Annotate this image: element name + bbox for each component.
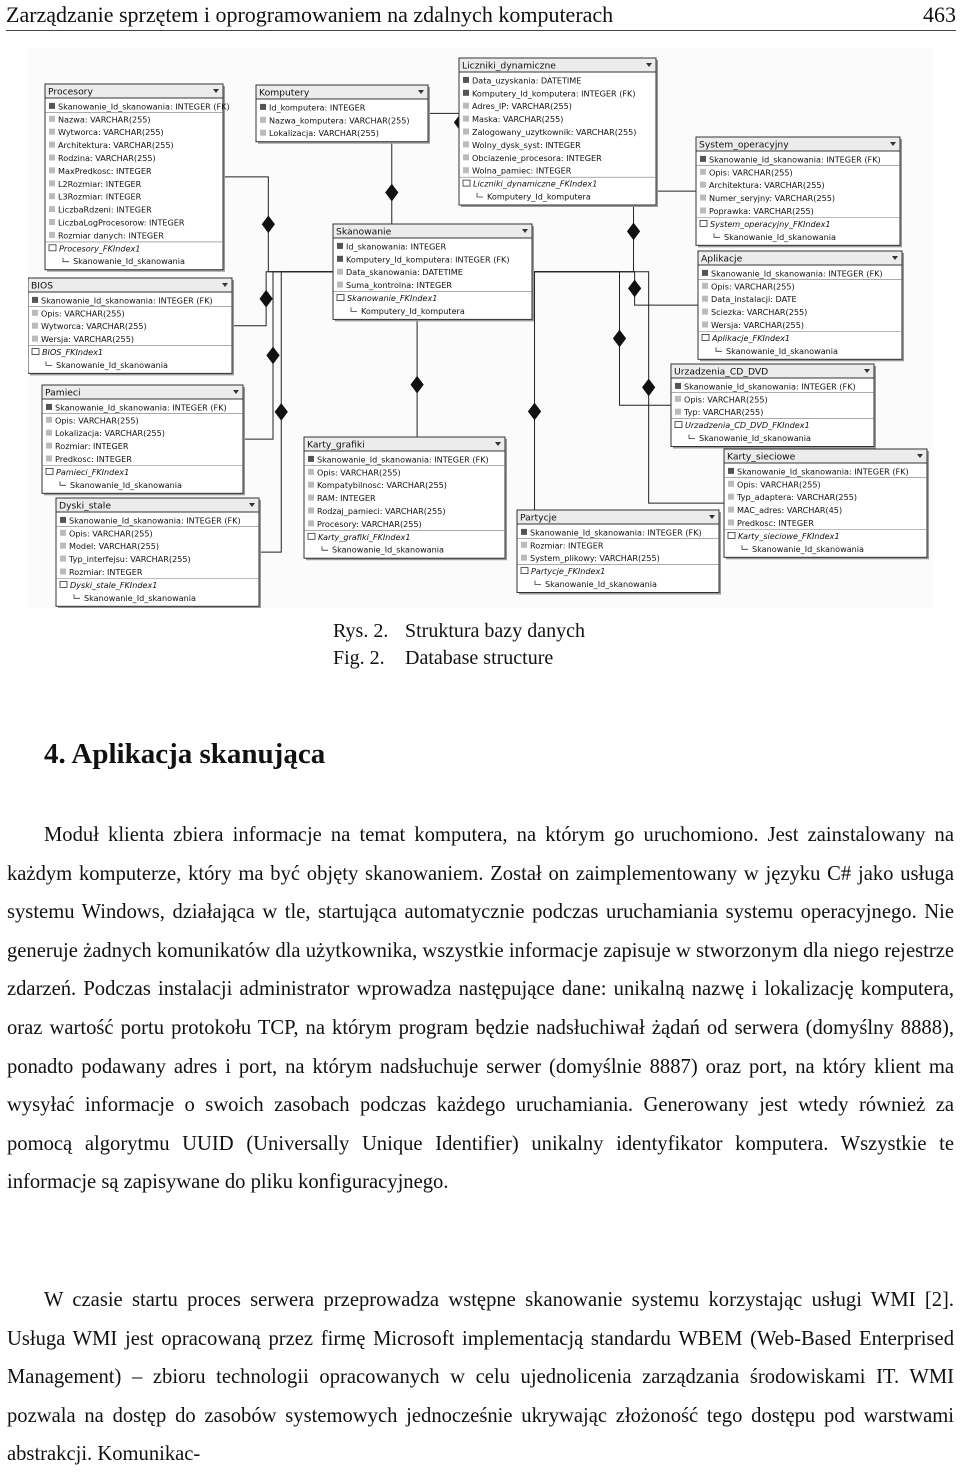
column-name: Rodzina: VARCHAR(255): [58, 153, 156, 163]
column-icon: [260, 130, 266, 136]
index-field: Skanowanie_Id_skanowania: [70, 479, 183, 490]
key-icon: [337, 243, 343, 249]
index-name: Karty_sieciowe_FKIndex1: [738, 530, 840, 541]
column-name: Opis: VARCHAR(255): [317, 467, 401, 478]
key-icon: [700, 156, 706, 162]
column-icon: [49, 232, 55, 238]
entity-title: Partycje: [520, 512, 557, 524]
column-icon: [49, 219, 55, 225]
index-field: Skanowanie_Id_skanowania: [73, 256, 186, 267]
caption-number-en: Fig. 2.: [333, 647, 385, 669]
column-name: Skanowanie_Id_skanowania: INTEGER (FK): [530, 527, 702, 538]
entity-table: [56, 498, 261, 608]
index-name: Skanowanie_FKIndex1: [347, 293, 438, 303]
entity-table: [696, 137, 902, 247]
column-name: Skanowanie_Id_skanowania: INTEGER (FK): [684, 381, 856, 392]
index-name: BIOS_FKIndex1: [42, 347, 104, 357]
column-name: LiczbaRdzeni: INTEGER: [58, 204, 152, 215]
entity-title: Dyski_stale: [59, 500, 111, 512]
column-icon: [49, 206, 55, 212]
column-name: LiczbaLogProcesorow: INTEGER: [58, 217, 185, 228]
column-icon: [728, 520, 734, 526]
column-icon: [49, 142, 55, 148]
column-name: Id_komputera: INTEGER: [269, 102, 366, 113]
index-name: Karty_grafiki_FKIndex1: [318, 531, 411, 542]
column-name: RAM: INTEGER: [317, 493, 376, 504]
entity-table: [333, 224, 534, 321]
column-name: Typ_adaptera: VARCHAR(255): [737, 492, 858, 503]
column-icon: [521, 542, 527, 548]
column-icon: [46, 417, 52, 423]
column-icon: [32, 310, 38, 316]
entity-table: [304, 437, 507, 560]
column-name: Lokalizacja: VARCHAR(255): [55, 428, 165, 439]
column-icon: [60, 530, 66, 536]
column-name: Model: VARCHAR(255): [69, 541, 160, 552]
relationship-diamond-icon: [643, 379, 655, 395]
column-name: Opis: VARCHAR(255): [711, 281, 795, 292]
column-name: Wolny_dysk_syst: INTEGER: [472, 139, 581, 150]
column-icon: [46, 456, 52, 462]
column-name: L2Rozmiar: INTEGER: [58, 178, 142, 189]
column-icon: [308, 482, 314, 488]
key-icon: [49, 103, 55, 109]
column-name: Poprawka: VARCHAR(255): [709, 206, 814, 216]
column-name: Predkosc: INTEGER: [55, 454, 132, 464]
entity-title: System_operacyjny: [699, 139, 789, 151]
column-name: Typ_interfejsu: VARCHAR(255): [69, 554, 191, 565]
entity-table: [45, 84, 230, 272]
column-icon: [463, 167, 469, 173]
body-paragraph: Moduł klienta zbiera informacje na temat komputera, na którym go uruchomiono. Jest zainstalowany na każdym komputerze, który ma być objęty skanowaniem. Został on zaimplementowany w języku C# jako usługa systemu Windows, działająca w tle, startująca automatycznie podczas uruchamiania systemu operacyjnego. Nie generuje żadnych komunikatów dla użytkownika, wszystkie informacje zapisuje w stworzonym dla niego rejestrze zdarzeń. Podczas instalacji administrator wprowadza następujące dane: unikalną nazwę i lokalizację komputera, oraz wartość portu protokołu TCP, na którym program będzie nadsłuchiwał żądań od serwera (domyślny 8888), ponadto podawany adres i port, na którym nadsłuchuje serwer (domyślnie 8887) oraz port, na który klient ma wysyłać informacje o swoich zasobach podczas każdego uruchamiania. Generowany jest wtedy również za pomocą algorytmu UUID (Universally Unique Identifier) unikalny identyfikator komputera. Wszystkie te informacje są zapisywane do pliku konfiguracyjnego.: [7, 824, 954, 1194]
relationship-diamond-icon: [262, 216, 274, 232]
column-icon: [728, 507, 734, 513]
column-name: Data_skanowania: DATETIME: [346, 267, 463, 278]
entity-table: [724, 449, 929, 559]
entity-title: Komputery: [259, 87, 310, 99]
column-name: MAC_adres: VARCHAR(45): [737, 505, 843, 516]
index-name: Partycje_FKIndex1: [531, 566, 606, 577]
column-name: Typ: VARCHAR(255): [684, 407, 764, 418]
column-icon: [308, 495, 314, 501]
column-icon: [700, 208, 706, 214]
column-icon: [308, 520, 314, 526]
key-icon: [32, 297, 38, 303]
column-name: Opis: VARCHAR(255): [709, 167, 793, 178]
column-name: Procesory: VARCHAR(255): [317, 518, 422, 529]
column-icon: [700, 182, 706, 188]
entity-title: Skanowanie: [336, 226, 392, 238]
column-icon: [49, 155, 55, 161]
entity-table: [459, 58, 658, 207]
column-name: Obciazenie_procesora: INTEGER: [472, 152, 602, 163]
relationship-diamond-icon: [260, 291, 272, 307]
index-name: Pamieci_FKIndex1: [56, 466, 130, 477]
column-name: Rozmiar: INTEGER: [55, 441, 129, 452]
column-icon: [521, 555, 527, 561]
column-name: Skanowanie_Id_skanowania: INTEGER (FK): [737, 466, 909, 477]
entity-table: [517, 510, 721, 595]
index-field: Skanowanie_Id_skanowania: [332, 544, 445, 555]
column-icon: [46, 443, 52, 449]
column-icon: [675, 396, 681, 402]
column-name: Skanowanie_Id_skanowania: INTEGER (FK): [317, 454, 489, 465]
key-icon: [463, 77, 469, 83]
entity-title: BIOS: [31, 280, 54, 292]
column-name: Rozmiar: INTEGER: [530, 540, 604, 551]
column-name: Sciezka: VARCHAR(255): [711, 307, 808, 318]
column-name: L3Rozmiar: INTEGER: [58, 191, 142, 202]
key-icon: [728, 468, 734, 474]
running-head: [6, 0, 956, 31]
column-icon: [463, 116, 469, 122]
column-name: Wytworca: VARCHAR(255): [41, 321, 147, 332]
column-name: Komputery_Id_komputera: INTEGER (FK): [472, 88, 636, 99]
column-name: Maska: VARCHAR(255): [472, 114, 564, 125]
column-name: Rozmiar: INTEGER: [69, 567, 143, 577]
column-icon: [702, 309, 708, 315]
column-name: MaxPredkosc: INTEGER: [58, 165, 152, 176]
column-name: Skanowanie_Id_skanowania: INTEGER (FK): [41, 295, 213, 306]
column-icon: [308, 469, 314, 475]
column-icon: [32, 336, 38, 342]
column-icon: [728, 494, 734, 500]
column-name: Kompatybilnosc: VARCHAR(255): [317, 480, 447, 491]
relationship-diamond-icon: [614, 330, 626, 346]
key-icon: [60, 517, 66, 523]
column-icon: [60, 556, 66, 562]
column-name: Opis: VARCHAR(255): [737, 479, 821, 490]
entity-title: Pamieci: [45, 387, 81, 399]
column-icon: [728, 481, 734, 487]
entity-title: Karty_grafiki: [307, 439, 365, 451]
index-field: Skanowanie_Id_skanowania: [752, 543, 865, 554]
column-name: Nazwa_komputera: VARCHAR(255): [269, 115, 410, 126]
index-name: Urzadzenia_CD_DVD_FKIndex1: [685, 420, 810, 431]
section-heading: 4. Aplikacja skanująca: [44, 738, 326, 770]
column-name: Skanowanie_Id_skanowania: INTEGER (FK): [709, 154, 881, 165]
column-icon: [702, 296, 708, 302]
key-icon: [46, 404, 52, 410]
column-icon: [675, 409, 681, 415]
column-icon: [49, 116, 55, 122]
column-name: Nazwa: VARCHAR(255): [58, 114, 151, 125]
column-name: Opis: VARCHAR(255): [684, 394, 768, 405]
body-paragraph: W czasie startu proces serwera przeprowadza wstępne skanowanie systemu korzystając usługi WMI [2]. Usługa WMI jest opracowaną przez firmę Microsoft implementacją standardu WBEM (Web-Based Enterprised Management) – zbioru technologii opracowanych w celu ujednolicenia zarządzania środowiskami IT. WMI pozwala na dostęp do zasobów systemowych jednocześnie ukrywając złożoność tego dostępu pod warstwami abstrakcji. Komunikac-: [7, 1289, 954, 1466]
column-name: Data_uzyskania: DATETIME: [472, 75, 582, 86]
column-icon: [60, 543, 66, 549]
column-name: Predkosc: INTEGER: [737, 518, 814, 528]
entity-table: [42, 385, 245, 495]
column-name: Skanowanie_Id_skanowania: INTEGER (FK): [58, 101, 230, 112]
column-icon: [46, 430, 52, 436]
er-diagram-canvas: [28, 48, 933, 608]
relationship-diamond-icon: [275, 404, 287, 420]
index-name: Liczniki_dynamiczne_FKIndex1: [473, 178, 598, 189]
column-name: Zalogowany_uzytkownik: VARCHAR(255): [472, 127, 637, 137]
entity-table: [671, 364, 876, 449]
relationship-diamond-icon: [386, 185, 398, 201]
column-name: Opis: VARCHAR(255): [41, 308, 125, 319]
entity-title: Procesory: [48, 86, 93, 98]
entity-title: Karty_sieciowe: [727, 451, 796, 463]
column-icon: [337, 282, 343, 288]
column-name: Architektura: VARCHAR(255): [709, 180, 825, 191]
column-name: Skanowanie_Id_skanowania: INTEGER (FK): [55, 402, 227, 413]
column-name: Opis: VARCHAR(255): [69, 528, 153, 539]
entity-title: Liczniki_dynamiczne: [462, 60, 556, 72]
column-name: Architektura: VARCHAR(255): [58, 140, 174, 151]
column-icon: [49, 180, 55, 186]
column-name: System_plikowy: VARCHAR(255): [530, 553, 660, 564]
column-icon: [700, 169, 706, 175]
column-icon: [49, 193, 55, 199]
index-name: Procesory_FKIndex1: [59, 243, 141, 254]
column-name: Adres_IP: VARCHAR(255): [472, 101, 572, 112]
entity-table: [28, 278, 234, 375]
running-title: Zarządzanie sprzętem i oprogramowaniem na zdalnych komputerach: [6, 2, 614, 27]
column-icon: [260, 117, 266, 123]
key-icon: [337, 256, 343, 262]
key-icon: [463, 90, 469, 96]
column-icon: [463, 129, 469, 135]
column-icon: [463, 141, 469, 147]
index-field: Skanowanie_Id_skanowania: [84, 592, 197, 603]
column-icon: [700, 195, 706, 201]
figure-caption-en: [333, 647, 553, 670]
key-icon: [675, 383, 681, 389]
index-field: Komputery_Id_komputera: [487, 191, 591, 202]
index-field: Komputery_Id_komputera: [361, 305, 465, 316]
column-icon: [49, 167, 55, 173]
column-icon: [463, 154, 469, 160]
column-icon: [702, 322, 708, 328]
entity-title: Aplikacje: [701, 253, 743, 265]
relationship-diamond-icon: [529, 403, 541, 419]
column-icon: [32, 323, 38, 329]
figure-caption-pl: [333, 620, 585, 643]
column-name: Rodzaj_pamieci: VARCHAR(255): [317, 506, 446, 516]
column-name: Numer_seryjny: VARCHAR(255): [709, 193, 836, 204]
index-name: Aplikacje_FKIndex1: [712, 332, 791, 343]
page-number: 463: [923, 2, 956, 27]
key-icon: [260, 104, 266, 110]
column-name: Opis: VARCHAR(255): [55, 415, 139, 426]
column-icon: [308, 508, 314, 514]
column-name: Komputery_Id_komputera: INTEGER (FK): [346, 254, 510, 265]
caption-text-pl: Struktura bazy danych: [405, 620, 585, 642]
key-icon: [521, 529, 527, 535]
column-name: Data_instalacji: DATE: [711, 294, 797, 305]
caption-number-pl: Rys. 2.: [333, 620, 389, 642]
relationship-diamond-icon: [628, 223, 640, 239]
key-icon: [702, 270, 708, 276]
column-name: Wersja: VARCHAR(255): [711, 320, 804, 330]
relationship-diamond-icon: [411, 377, 423, 393]
relationship-diamond-icon: [629, 280, 641, 296]
column-name: Wolna_pamiec: INTEGER: [472, 165, 572, 176]
column-name: Suma_kontrolna: INTEGER: [346, 280, 453, 291]
entity-table: [698, 251, 904, 361]
index-name: System_operacyjny_FKIndex1: [710, 218, 831, 229]
index-field: Skanowanie_Id_skanowania: [724, 231, 837, 242]
column-name: Wersja: VARCHAR(255): [41, 334, 134, 345]
entity-table: [256, 85, 430, 144]
index-field: Skanowanie_Id_skanowania: [726, 345, 839, 356]
column-name: Id_skanowania: INTEGER: [346, 241, 447, 252]
column-icon: [337, 269, 343, 275]
column-name: Skanowanie_Id_skanowania: INTEGER (FK): [69, 515, 241, 526]
column-name: Lokalizacja: VARCHAR(255): [269, 128, 379, 139]
relationship-diamond-icon: [267, 347, 279, 363]
column-icon: [49, 129, 55, 135]
column-name: Skanowanie_Id_skanowania: INTEGER (FK): [711, 268, 883, 279]
column-name: Wytworca: VARCHAR(255): [58, 127, 164, 138]
column-name: Rozmiar danych: INTEGER: [58, 230, 164, 241]
key-icon: [308, 456, 314, 462]
database-structure-diagram: [28, 48, 933, 608]
column-icon: [60, 569, 66, 575]
index-field: Skanowanie_Id_skanowania: [56, 359, 169, 370]
entity-title: Urzadzenia_CD_DVD: [674, 366, 769, 378]
column-icon: [463, 103, 469, 109]
index-field: Skanowanie_Id_skanowania: [545, 579, 658, 589]
index-name: Dyski_stale_FKIndex1: [70, 579, 158, 590]
caption-text-en: Database structure: [405, 647, 554, 669]
index-field: Skanowanie_Id_skanowania: [699, 433, 812, 443]
column-icon: [702, 283, 708, 289]
